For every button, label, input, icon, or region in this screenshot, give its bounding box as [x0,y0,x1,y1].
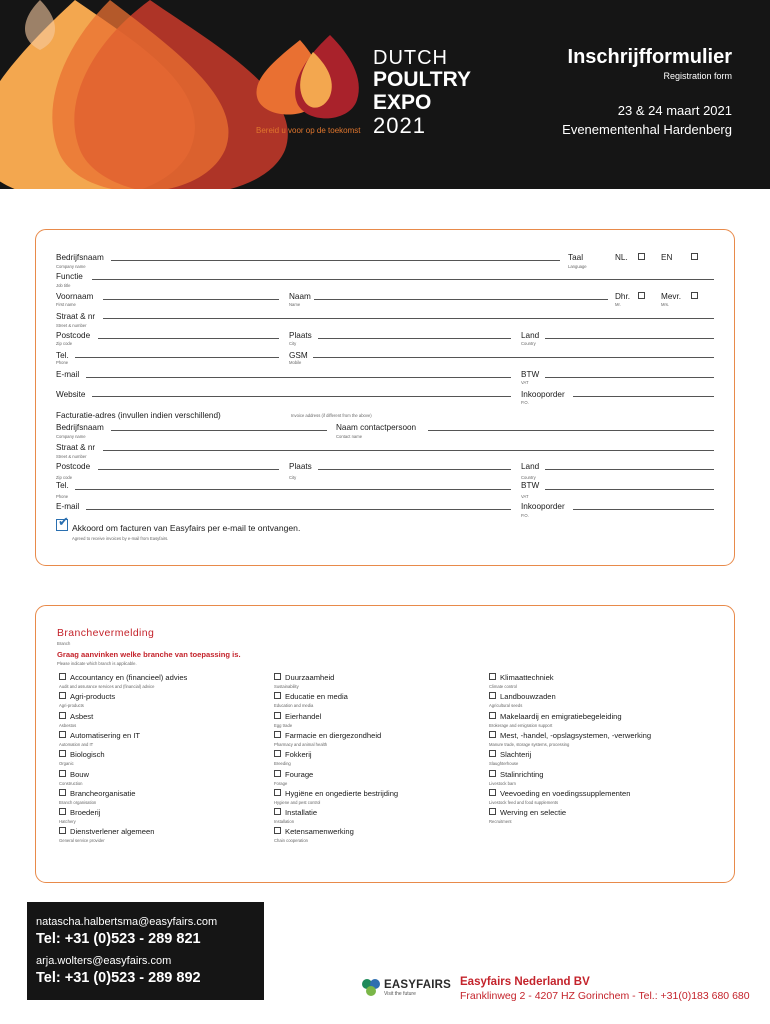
branch-option[interactable] [59,673,187,682]
branch-option-checkbox[interactable] [59,712,66,719]
invoice-city-field[interactable] [318,469,511,470]
mr-checkbox[interactable] [638,292,645,299]
branch-option-label: Eierhandel [285,711,322,721]
branch-option[interactable] [274,731,381,740]
logo-word-poultry: POULTRY [373,68,471,91]
mobile-sublabel: Mobile [289,360,302,365]
branch-option-label: Veevoeding en voedingssupplementen [500,788,631,798]
branch-option-checkbox[interactable] [274,808,281,815]
invoice-address-heading: Facturatie-adres (invullen indien verschillend) [56,411,221,420]
language-sublabel: Language [568,264,587,269]
branch-option[interactable] [274,770,313,779]
branch-option-label: Landbouwzaden [500,692,556,702]
logo-year: 2021 [373,113,426,138]
name-sublabel: Name [289,302,301,307]
branch-option-sublabel: Installation [274,819,295,825]
function-label: Functie [56,272,83,281]
branch-option-sublabel: Manure trade, storage systems, processing [489,741,570,747]
branch-option-checkbox[interactable] [59,770,66,777]
contact-phone-2[interactable]: Tel: +31 (0)523 - 289 892 [36,970,201,986]
branch-option-checkbox[interactable] [274,692,281,699]
branch-option[interactable] [59,808,100,817]
vat-field[interactable] [545,377,714,378]
branch-option-label: Installatie [285,808,318,818]
branch-option-checkbox[interactable] [489,692,496,699]
branch-option[interactable] [274,789,398,798]
street-sublabel: Street & number [56,323,87,328]
purchase-order-field[interactable] [573,396,714,397]
email-field[interactable] [86,377,511,378]
invoice-country-label: Land [521,462,540,471]
invoice-country-field[interactable] [545,469,714,470]
branch-option-label: Accountancy en (financieel) advies [70,673,188,682]
country-label: Land [521,331,540,340]
branch-option-sublabel: Audit and assurance services and (financial) advice [59,684,155,689]
branch-option-sublabel: Livestock barn [489,780,516,786]
branch-option-checkbox[interactable] [274,712,281,719]
language-nl-label: NL. [615,253,628,262]
postcode-field[interactable] [98,338,279,339]
branch-option-label: Biologisch [70,750,105,760]
city-label: Plaats [289,331,312,340]
branch-option-checkbox[interactable] [59,789,66,796]
invoice-country-sublabel: Country [521,475,536,480]
street-label: Straat & nr [56,312,96,321]
contact-person-label: Naam contactpersoon [336,423,417,432]
checkmark-icon: ✔ [58,514,69,529]
function-sublabel: Job title [56,283,71,288]
branch-option[interactable] [489,808,566,817]
branch-option-sublabel: Construction [59,780,83,786]
branch-option-sublabel: Brokerage and emigration support [489,722,553,728]
branch-option-label: Werving en selectie [500,808,567,818]
logo-word-expo: EXPO [373,91,432,114]
first-name-sublabel: First name [56,302,76,307]
easyfairs-logo-icon [360,976,382,998]
contact-email-2[interactable]: arja.wolters@easyfairs.com [36,955,172,967]
branch-option-sublabel: Agricultural seeds [489,703,523,709]
mobile-label: GSM [289,351,308,360]
branch-option[interactable] [489,673,554,682]
branch-option[interactable] [59,692,115,701]
branch-option-checkbox[interactable] [59,731,66,738]
invoice-email-field[interactable] [86,509,511,510]
branch-option-sublabel: Breeding [274,761,291,767]
invoice-vat-label: BTW [521,481,540,490]
mrs-sublabel: Mrs. [661,302,670,307]
branch-option-label: Agri-products [70,692,116,702]
invoice-address-subheading: Invoice address (if different from the above) [291,413,372,418]
footer-company-name: Easyfairs Nederland BV [460,976,590,988]
branch-option[interactable] [489,750,531,759]
tagline: Bereid u voor op de toekomst [256,126,361,135]
branch-option-checkbox[interactable] [274,827,281,834]
branch-option-sublabel: Agri-products [59,703,84,709]
branch-option-label: Educatie en media [285,692,348,702]
function-field[interactable] [92,279,714,280]
agree-sublabel: Agreed to receive invoices by e-mail from Easyfairs. [72,536,169,541]
easyfairs-logo-text: EASYFAIRS [384,979,451,991]
phone-label: Tel. [56,351,69,360]
branch-option-checkbox[interactable] [59,827,66,834]
branch-option-checkbox[interactable] [274,789,281,796]
branch-option-sublabel: Organic [59,761,74,767]
agree-label: Akkoord om facturen van Easyfairs per e-mail te ontvangen. [72,523,301,533]
invoice-postcode-label: Postcode [56,462,91,471]
branch-option-label: Brancheorganisatie [70,788,136,798]
country-field[interactable] [545,338,714,339]
mrs-label: Mevr. [661,292,682,301]
branch-option-label: Makelaardij en emigratiebegeleiding [500,711,622,721]
invoice-vat-field[interactable] [545,489,714,490]
branch-option[interactable] [59,827,154,836]
branch-option-checkbox[interactable] [489,808,496,815]
branch-option-checkbox[interactable] [274,673,281,680]
phone-field[interactable] [75,357,279,358]
phone-sublabel: Phone [56,360,69,365]
branch-option-sublabel: Education and media [274,703,314,709]
invoice-vat-sublabel: VAT [521,494,529,499]
first-name-label: Voornaam [56,292,94,301]
branch-option-sublabel: General service provider [59,838,105,844]
name-field[interactable] [314,299,608,300]
branch-option-sublabel: Asbestos [59,722,77,728]
branch-option-checkbox[interactable] [489,789,496,796]
invoice-street-sublabel: Street & number [56,454,87,459]
company-field[interactable] [111,260,560,261]
branch-option-label: Farmacie en diergezondheid [285,730,382,740]
branch-option[interactable] [59,789,135,798]
invoice-phone-label: Tel. [56,481,69,490]
branch-option[interactable] [489,731,651,740]
invoice-city-sublabel: City [289,475,297,480]
branch-option[interactable] [59,770,89,779]
city-field[interactable] [318,338,511,339]
branch-option-sublabel: Climate control [489,684,517,689]
city-sublabel: City [289,341,297,346]
branch-option-label: Duurzaamheid [285,673,335,682]
invoice-phone-field[interactable] [75,489,511,490]
contact-person-sublabel: Contact name [336,434,363,439]
invoice-company-field[interactable] [111,430,327,431]
branch-option-sublabel: Slaughterhouse [489,761,519,767]
mr-label: Dhr. [615,292,631,301]
branch-option[interactable] [274,808,317,817]
language-nl-checkbox[interactable] [638,253,645,260]
postcode-label: Postcode [56,331,91,340]
branch-option-sublabel: Automation and IT [59,741,94,747]
branch-option-label: Klimaattechniek [500,673,554,682]
branch-option[interactable] [489,789,630,798]
invoice-email-label: E-mail [56,502,80,511]
company-label: Bedrijfsnaam [56,253,104,262]
branch-option-checkbox[interactable] [489,731,496,738]
invoice-street-field[interactable] [103,450,714,451]
invoice-phone-sublabel: Phone [56,494,69,499]
branch-option-checkbox[interactable] [489,712,496,719]
branch-option[interactable] [274,673,334,682]
invoice-po-label: Inkooporder [521,502,565,511]
vat-sublabel: VAT [521,380,529,385]
branch-option-label: Mest, -handel, -opslagsystemen, -verwerking [500,730,652,740]
contact-email-1[interactable]: natascha.halbertsma@easyfairs.com [36,916,218,928]
purchase-order-label: Inkooporder [521,390,565,399]
branch-option-sublabel: Livestock feed and food supplements [489,799,559,805]
branch-option-label: Hygiëne en ongedierte bestrijding [285,788,399,798]
invoice-city-label: Plaats [289,462,312,471]
branch-option-checkbox[interactable] [59,692,66,699]
email-label: E-mail [56,370,80,379]
branch-instruction: Graag aanvinken welke branche van toepassing is. [57,650,241,659]
branch-option[interactable] [59,750,105,759]
branch-option-label: Automatisering en IT [70,730,141,740]
postcode-sublabel: Zip code [56,341,73,346]
invoice-street-label: Straat & nr [56,443,96,452]
event-venue: Evenementenhal Hardenberg [562,122,732,137]
invoice-po-sublabel: P.O. [521,513,529,518]
branch-option[interactable] [274,692,348,701]
branch-option-sublabel: Hygiene and pest control [274,799,321,805]
branch-title-en: Branch [57,641,71,646]
invoice-postcode-field[interactable] [98,469,279,470]
branch-title: Branchevermelding [57,627,155,639]
logo-word-dutch: DUTCH [373,47,448,69]
branch-option-checkbox[interactable] [489,750,496,757]
mr-sublabel: Mr. [615,302,621,307]
branch-option-label: Bouw [70,769,89,779]
branch-option-label: Broederij [70,808,101,818]
branch-option-sublabel: Pharmacy and animal health [274,741,328,747]
branch-option-label: Dienstverlener algemeen [70,827,155,837]
invoice-company-sublabel: Company name [56,434,86,439]
branch-option-checkbox[interactable] [274,770,281,777]
footer-address: Franklinweg 2 - 4207 HZ Gorinchem - Tel.: +31(0)183 680 680 [460,990,750,1002]
branch-option[interactable] [59,731,140,740]
branch-option-checkbox[interactable] [59,808,66,815]
invoice-po-field[interactable] [573,509,714,510]
header-banner [0,0,770,189]
branch-option[interactable] [274,750,312,759]
first-name-field[interactable] [103,299,279,300]
branch-option-sublabel: Chain cooperation [274,838,308,844]
branch-option[interactable] [489,712,622,721]
branch-option-sublabel: Forage [274,780,288,786]
street-field[interactable] [103,318,714,319]
language-en-checkbox[interactable] [691,253,698,260]
invoice-postcode-sublabel: Zip code [56,475,73,480]
branch-option-label: Asbest [70,711,94,721]
purchase-order-sublabel: P.O. [521,400,529,405]
branch-option-label: Fourage [285,769,314,779]
contact-phone-1[interactable]: Tel: +31 (0)523 - 289 821 [36,931,201,947]
page-subtitle: Registration form [663,71,732,81]
easyfairs-logo-tagline: Visit the future [384,991,416,997]
branch-option-label: Slachterij [500,750,532,760]
branch-option[interactable] [489,692,556,701]
branch-option-sublabel: Recruitment [489,819,512,825]
branch-option-checkbox[interactable] [274,750,281,757]
branch-option-sublabel: Sustainability [274,684,299,689]
branch-panel [35,605,735,883]
branch-option-sublabel: Branch organisation [59,799,97,805]
branch-option-label: Fokkerij [285,750,312,760]
branch-option[interactable] [59,712,93,721]
website-field[interactable] [92,396,511,397]
contact-person-field[interactable] [428,430,714,431]
page-title: Inschrijfformulier [567,46,732,68]
event-date: 23 & 24 maart 2021 [617,103,732,118]
language-label: Taal [568,253,584,262]
branch-option-checkbox[interactable] [59,750,66,757]
website-label: Website [56,390,86,399]
branch-option-label: Ketensamenwerking [285,827,354,837]
contact-box [27,902,264,1000]
branch-option[interactable] [274,827,354,836]
mobile-field[interactable] [313,357,714,358]
mrs-checkbox[interactable] [691,292,698,299]
branch-option-checkbox[interactable] [274,731,281,738]
vat-label: BTW [521,370,540,379]
branch-instruction-en: Please indicate which branch is applicable. [57,661,137,666]
branch-option-checkbox[interactable] [489,673,496,680]
branch-option-label: Stalinrichting [500,769,544,779]
country-sublabel: Country [521,341,536,346]
name-label: Naam [289,292,311,301]
branch-option-sublabel: Egg trade [274,722,293,728]
invoice-company-label: Bedrijfsnaam [56,423,104,432]
agree-checkbox[interactable] [56,514,69,531]
branch-option[interactable] [489,770,543,779]
branch-option-sublabel: Hatchery [59,819,76,825]
company-sublabel: Company name [56,264,86,269]
branch-option[interactable] [274,712,321,721]
branch-option-checkbox[interactable] [59,673,66,680]
language-en-label: EN [661,253,673,262]
branch-option-checkbox[interactable] [489,770,496,777]
